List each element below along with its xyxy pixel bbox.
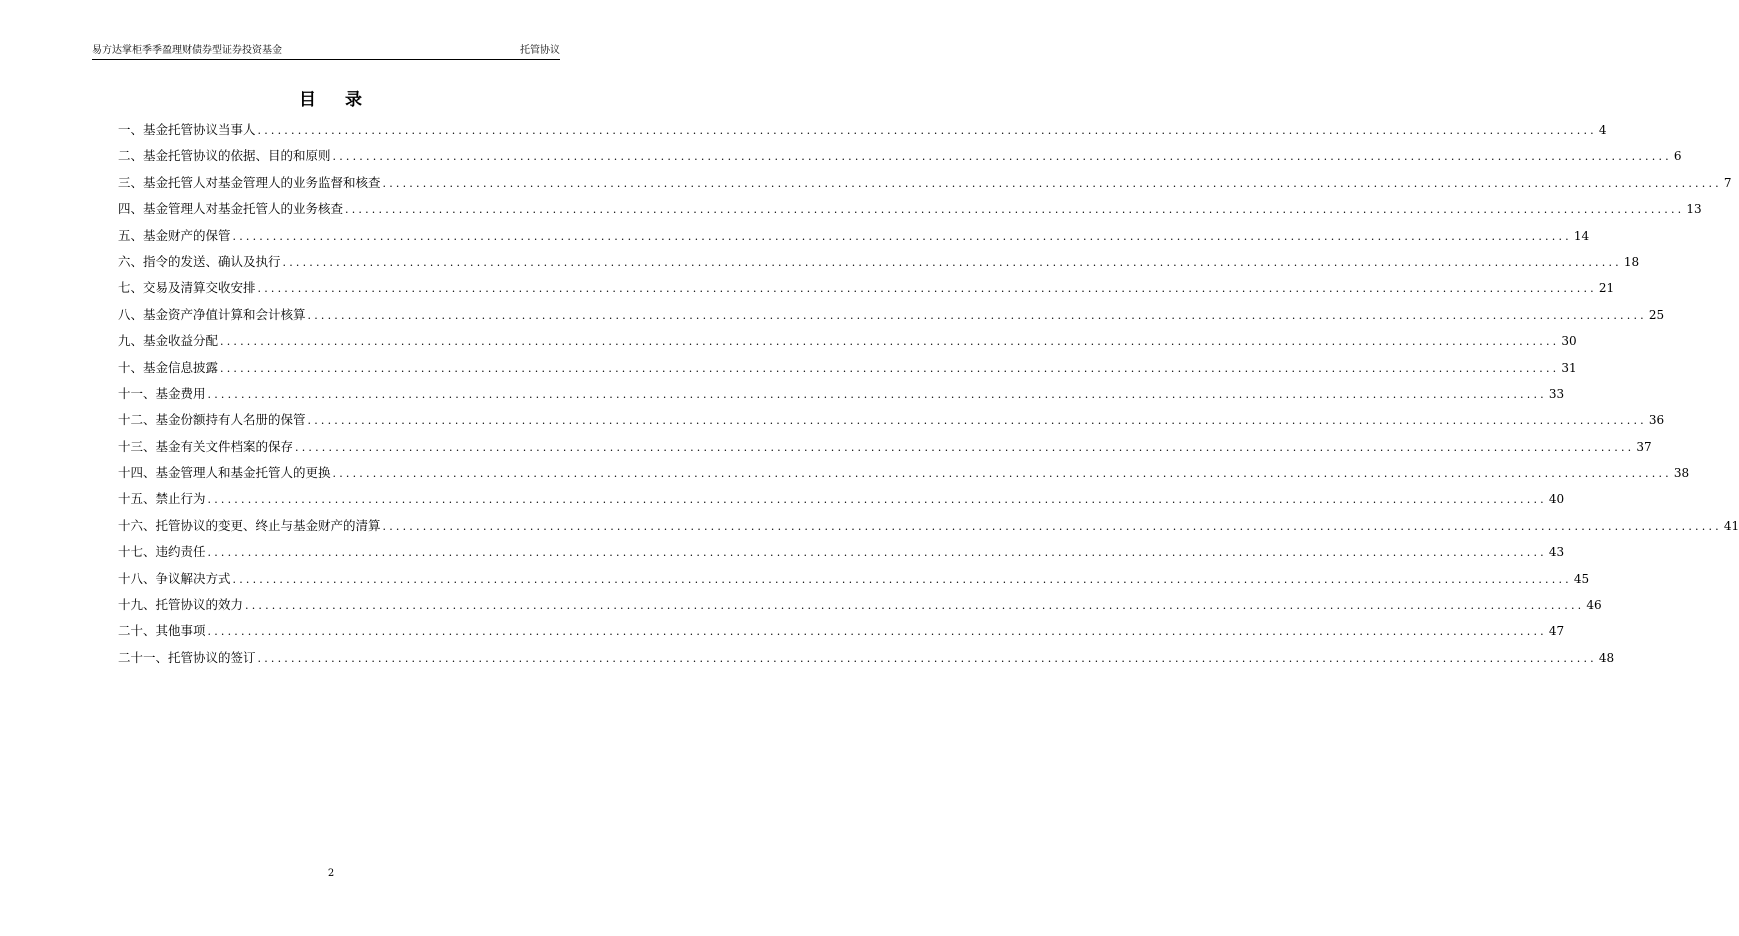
toc-entry-label: 五、基金财产的保管 [118, 227, 231, 243]
toc-leader-dots: ........................................................................................................................................................................................................ [332, 467, 1672, 481]
toc-entry[interactable] [118, 117, 1607, 143]
toc-leader-dots: ........................................................................................................................................................................................................ [245, 599, 1585, 613]
toc-entry-page: 37 [1636, 439, 1652, 454]
toc-entry-label: 八、基金资产净值计算和会计核算 [118, 306, 306, 322]
toc-entry-label: 十七、违约责任 [118, 544, 206, 560]
toc-entry-page: 36 [1648, 413, 1665, 428]
toc-entry-label: 十九、托管协议的效力 [118, 597, 244, 613]
toc-entry[interactable] [118, 460, 1690, 486]
toc-leader-dots: ........................................................................................................................................................................................................ [332, 150, 1672, 164]
toc-leader-dots: ........................................................................................................................................................................................................ [282, 255, 1622, 269]
toc-entry-page: 46 [1586, 598, 1602, 613]
toc-leader-dots: ........................................................................................................................................................................................................ [345, 203, 1685, 217]
toc-leader-dots: ........................................................................................................................................................................................................ [307, 414, 1647, 428]
toc-entry[interactable] [118, 407, 1665, 433]
toc-entry[interactable] [118, 143, 1682, 169]
header-doc-type: 托管协议 [520, 45, 560, 56]
toc-entry-label: 十二、基金份额持有人名册的保管 [118, 412, 306, 428]
toc-entry[interactable] [118, 539, 1565, 565]
toc-entry-page: 43 [1548, 545, 1565, 560]
toc-entry[interactable] [118, 566, 1590, 592]
toc-entry-page: 45 [1573, 571, 1590, 586]
toc-entry-page: 48 [1598, 650, 1615, 665]
toc-entry[interactable] [118, 302, 1665, 328]
toc-entry-page: 14 [1573, 228, 1590, 243]
toc-entry[interactable] [118, 592, 1602, 618]
toc-leader-dots: ........................................................................................................................................................................................................ [207, 546, 1547, 560]
toc-entry[interactable] [118, 434, 1652, 460]
toc-entry-label: 十六、托管协议的变更、终止与基金财产的清算 [118, 517, 381, 533]
toc-leader-dots: ........................................................................................................................................................................................................ [257, 124, 1597, 137]
toc-entry-page: 40 [1548, 492, 1565, 507]
toc-leader-dots: ........................................................................................................................................................................................................ [257, 282, 1597, 296]
toc-leader-dots: ........................................................................................................................................................................................................ [207, 625, 1547, 639]
toc-entry-label: 十八、争议解决方式 [118, 570, 231, 586]
toc-entry-label: 一、基金托管协议当事人 [118, 122, 256, 137]
table-of-contents [118, 117, 1739, 671]
toc-leader-dots: ........................................................................................................................................................................................................ [232, 229, 1572, 243]
toc-entry-page: 7 [1723, 175, 1732, 190]
toc-leader-dots: ........................................................................................................................................................................................................ [382, 519, 1722, 533]
toc-leader-dots: ........................................................................................................................................................................................................ [382, 176, 1722, 190]
toc-leader-dots: ........................................................................................................................................................................................................ [220, 361, 1560, 375]
toc-leader-dots: ........................................................................................................................................................................................................ [207, 387, 1547, 401]
toc-entry-page: 33 [1548, 386, 1565, 401]
toc-entry[interactable] [118, 645, 1615, 671]
toc-entry-label: 四、基金管理人对基金托管人的业务核查 [118, 201, 344, 217]
toc-entry-label: 七、交易及清算交收安排 [118, 280, 256, 296]
toc-entry[interactable] [118, 196, 1702, 222]
toc-leader-dots: ........................................................................................................................................................................................................ [257, 651, 1597, 665]
page-header [92, 43, 560, 60]
toc-entry[interactable] [118, 486, 1565, 512]
toc-entry-label: 二、基金托管协议的依据、目的和原则 [118, 148, 331, 164]
toc-entry-page: 13 [1686, 202, 1702, 217]
toc-entry-page: 4 [1598, 123, 1607, 137]
toc-entry-label: 十一、基金费用 [118, 385, 206, 401]
toc-entry-page: 30 [1561, 334, 1577, 349]
toc-entry-page: 31 [1561, 360, 1577, 375]
toc-entry-page: 6 [1673, 149, 1682, 164]
toc-entry[interactable] [118, 249, 1640, 275]
toc-entry[interactable] [118, 513, 1739, 539]
toc-entry-label: 十三、基金有关文件档案的保存 [118, 438, 294, 454]
toc-entry-label: 十四、基金管理人和基金托管人的更换 [118, 465, 331, 481]
toc-leader-dots: ........................................................................................................................................................................................................ [220, 335, 1560, 349]
toc-entry-label: 十五、禁止行为 [118, 491, 206, 507]
toc-title-char-1: 目 [299, 90, 317, 110]
toc-title-char-2: 录 [345, 90, 363, 110]
toc-entry-label: 九、基金收益分配 [118, 333, 219, 349]
toc-entry-page: 41 [1723, 518, 1739, 533]
toc-entry-page: 47 [1548, 624, 1565, 639]
toc-entry-label: 二十一、托管协议的签订 [118, 649, 256, 665]
toc-entry-label: 三、基金托管人对基金管理人的业务监督和核查 [118, 174, 381, 190]
toc-leader-dots: ........................................................................................................................................................................................................ [232, 572, 1572, 586]
toc-entry-label: 十、基金信息披露 [118, 359, 219, 375]
toc-leader-dots: ........................................................................................................................................................................................................ [207, 493, 1547, 507]
page-number: 2 [327, 868, 335, 879]
toc-entry[interactable] [118, 170, 1732, 196]
toc-entry[interactable] [118, 275, 1615, 301]
toc-entry-label: 六、指令的发送、确认及执行 [118, 253, 281, 269]
toc-entry[interactable] [118, 328, 1577, 354]
toc-leader-dots: ........................................................................................................................................................................................................ [307, 308, 1647, 322]
toc-entry-label: 二十、其他事项 [118, 623, 206, 639]
toc-entry[interactable] [118, 355, 1577, 381]
toc-entry-page: 25 [1648, 307, 1665, 322]
header-fund-name: 易方达掌柜季季盈理财债券型证券投资基金 [92, 45, 282, 56]
toc-entry[interactable] [118, 223, 1590, 249]
toc-entry[interactable] [118, 381, 1565, 407]
toc-leader-dots: ........................................................................................................................................................................................................ [295, 440, 1635, 454]
toc-title [0, 85, 662, 110]
toc-entry-page: 38 [1673, 466, 1690, 481]
toc-entry-page: 18 [1623, 254, 1640, 269]
toc-entry[interactable] [118, 618, 1565, 644]
toc-entry-page: 21 [1598, 281, 1615, 296]
